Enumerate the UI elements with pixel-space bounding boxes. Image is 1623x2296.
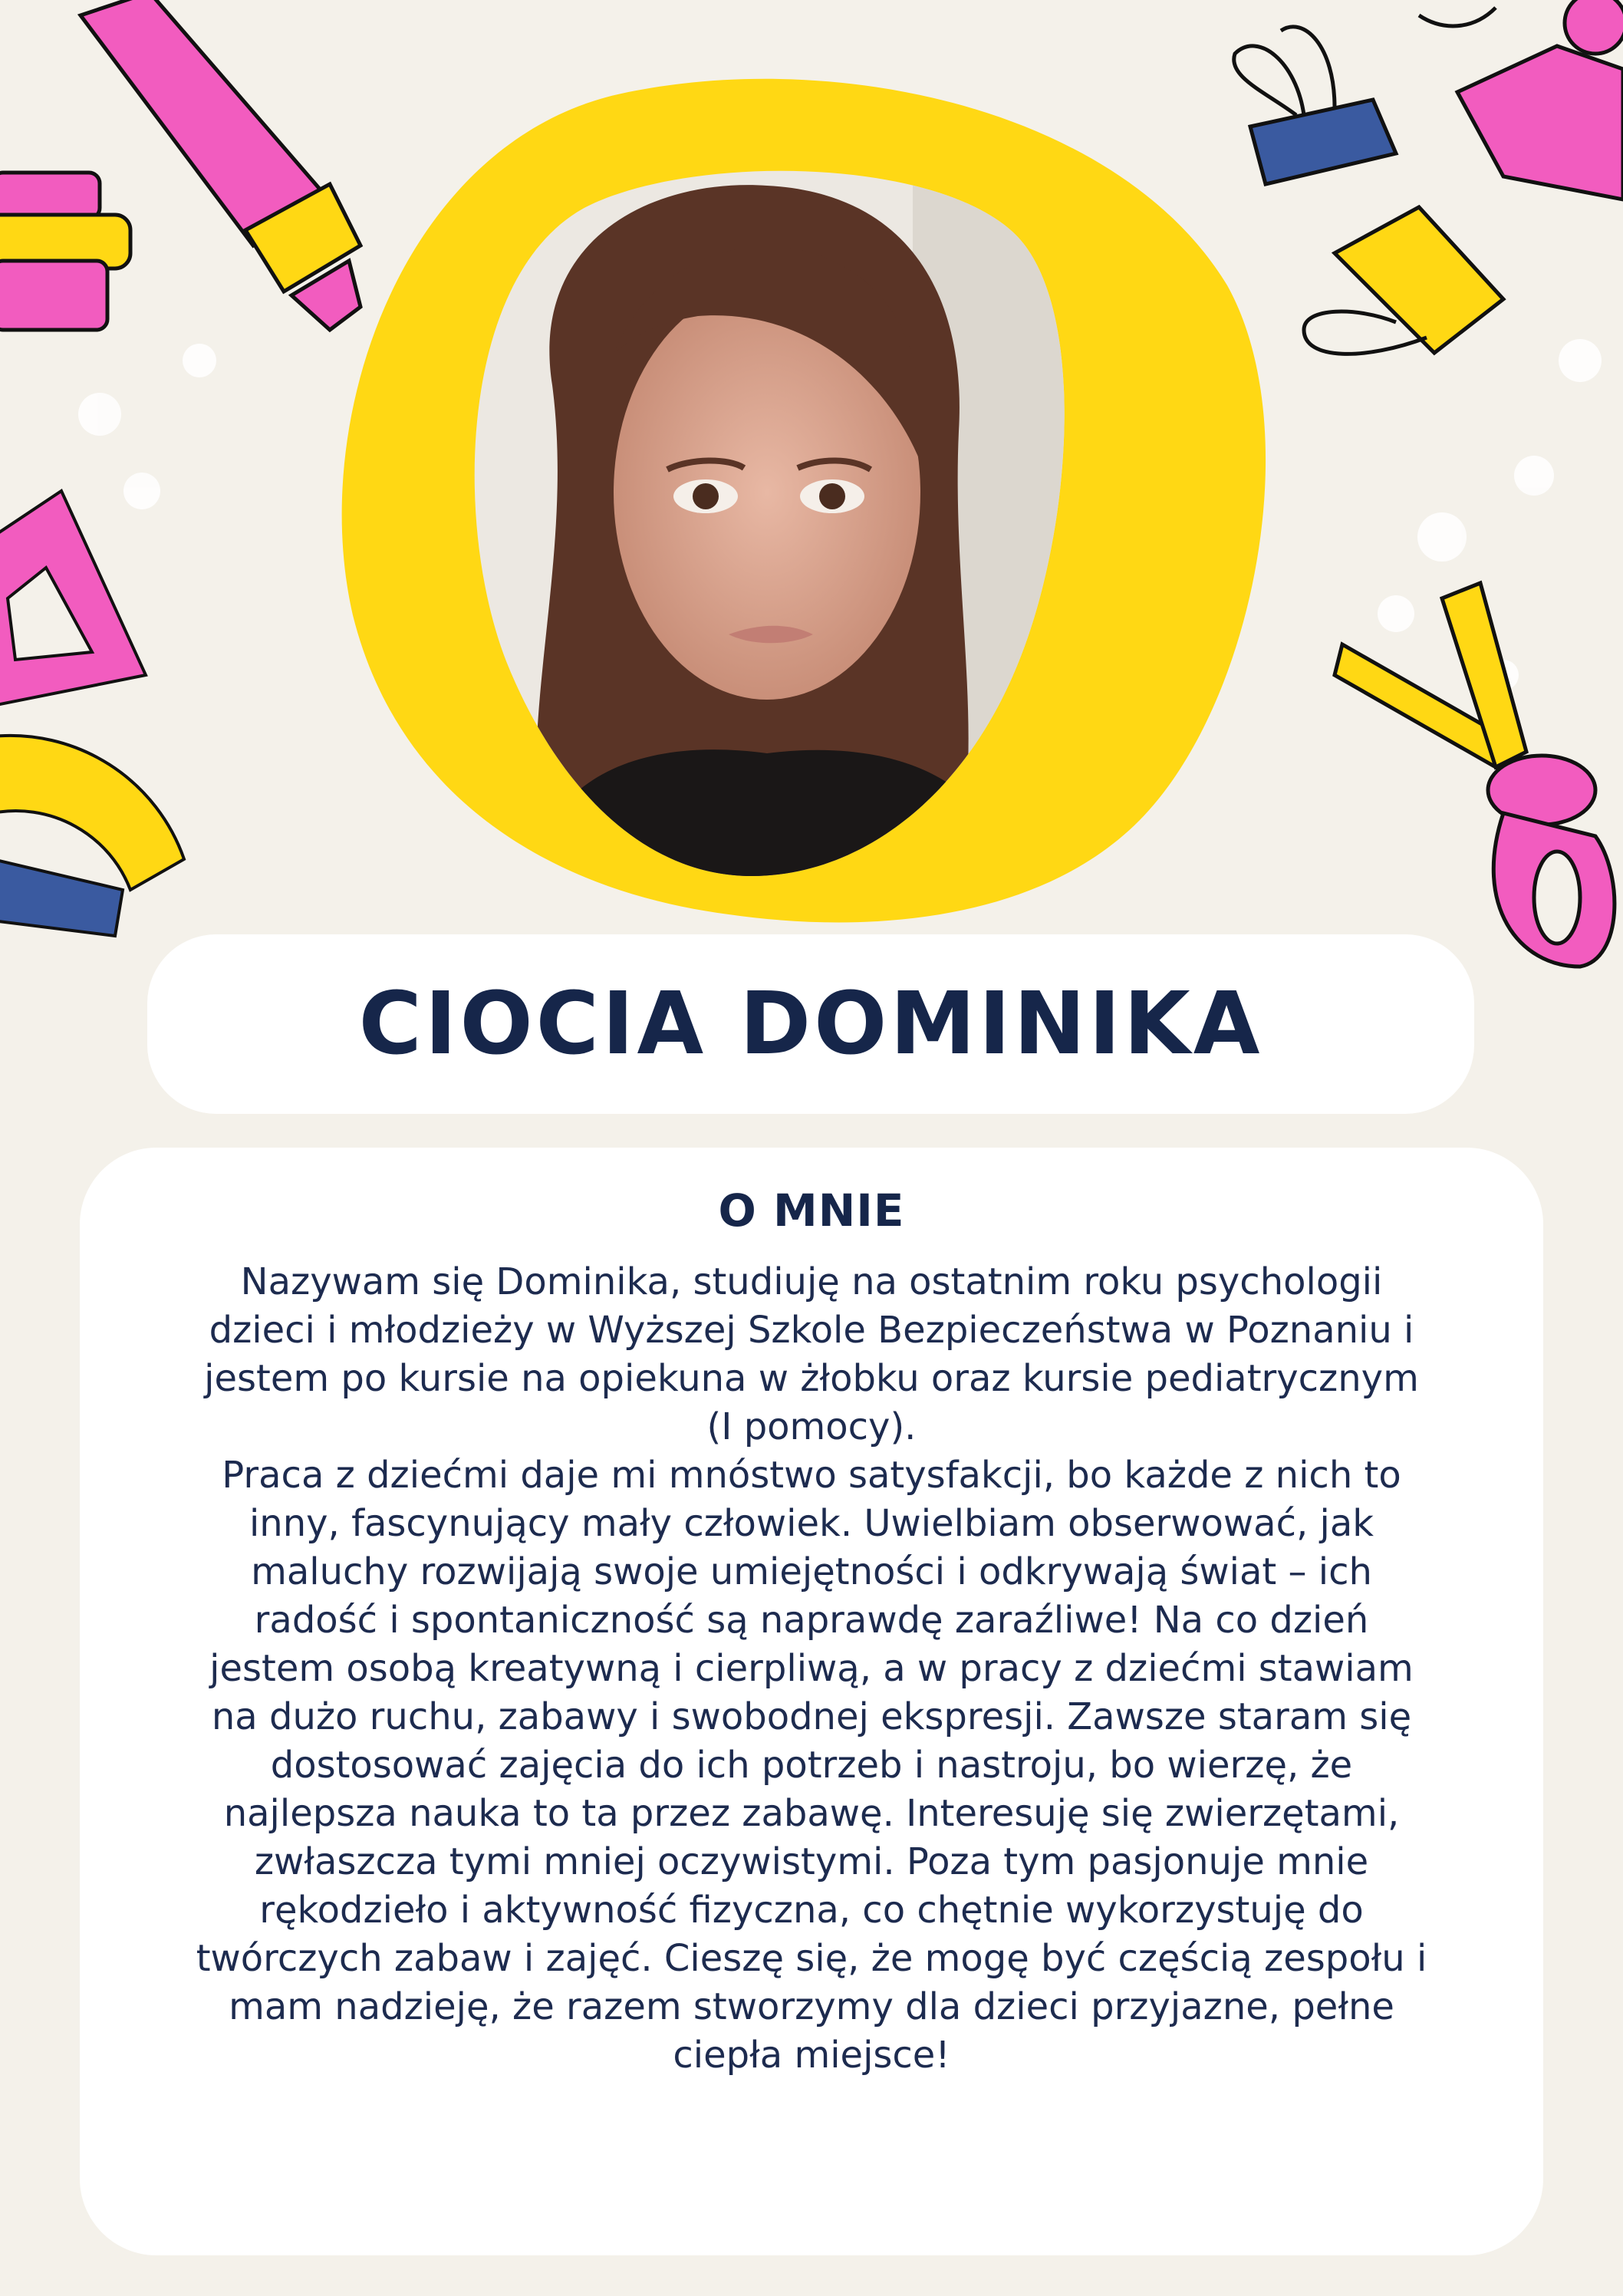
triangle-ruler-icon — [0, 491, 146, 706]
name-banner — [147, 934, 1474, 1114]
scissors-icon — [1335, 583, 1615, 967]
about-card — [80, 1148, 1543, 2255]
portrait-frame — [299, 63, 1312, 937]
protractor-icon — [0, 736, 184, 936]
page-title: CIOCIA DOMINIKA — [358, 974, 1263, 1074]
stapler-icon — [1457, 0, 1623, 199]
about-heading: O MNIE — [718, 1184, 905, 1237]
yellow-clip-icon — [1304, 207, 1503, 354]
about-paragraph-2: Praca z dziećmi daje mi mnóstwo satysfakcji, bo każde z nich to inny, fascynujący mały człowiek. Uwielbiam obserwować, jak maluchy rozwijają swoje umiejętności i odkrywają świat – ich radość i spontaniczność są naprawdę zaraźliwe! Na co dzień jestem osobą kreatywną i cierpliwą, a w pracy z dziećmi stawiam na dużo ruchu, zabawy i swobodnej ekspresji. Zawsze staram się dostosować zajęcia do ich potrzeb i nastroju, bo wierzę, że najlepsza nauka to ta przez zabawę. Interesuję się zwierzętami, zwłaszcza tymi mniej oczywistymi. Poza tym pasjonuje mnie rękodzieło i aktywność fizyczna, co chętnie wykorzystuję do twórczych zabaw i zajęć. Cieszę się, że mogę być częścią zespołu i mam nadzieję, że razem stworzymy dla dzieci przyjazne, pełne ciepła miejsce! — [196, 1454, 1427, 2077]
paper-clip-icon — [1419, 8, 1496, 26]
about-paragraph-1: Nazywam się Dominika, studiuję na ostatnim roku psychologii dzieci i młodzieży w Wyższej Szkole Bezpieczeństwa w Poznaniu i jestem po kursie na opiekuna w żłobku oraz kursie pediatrycznym (I pomocy). — [204, 1260, 1419, 1448]
